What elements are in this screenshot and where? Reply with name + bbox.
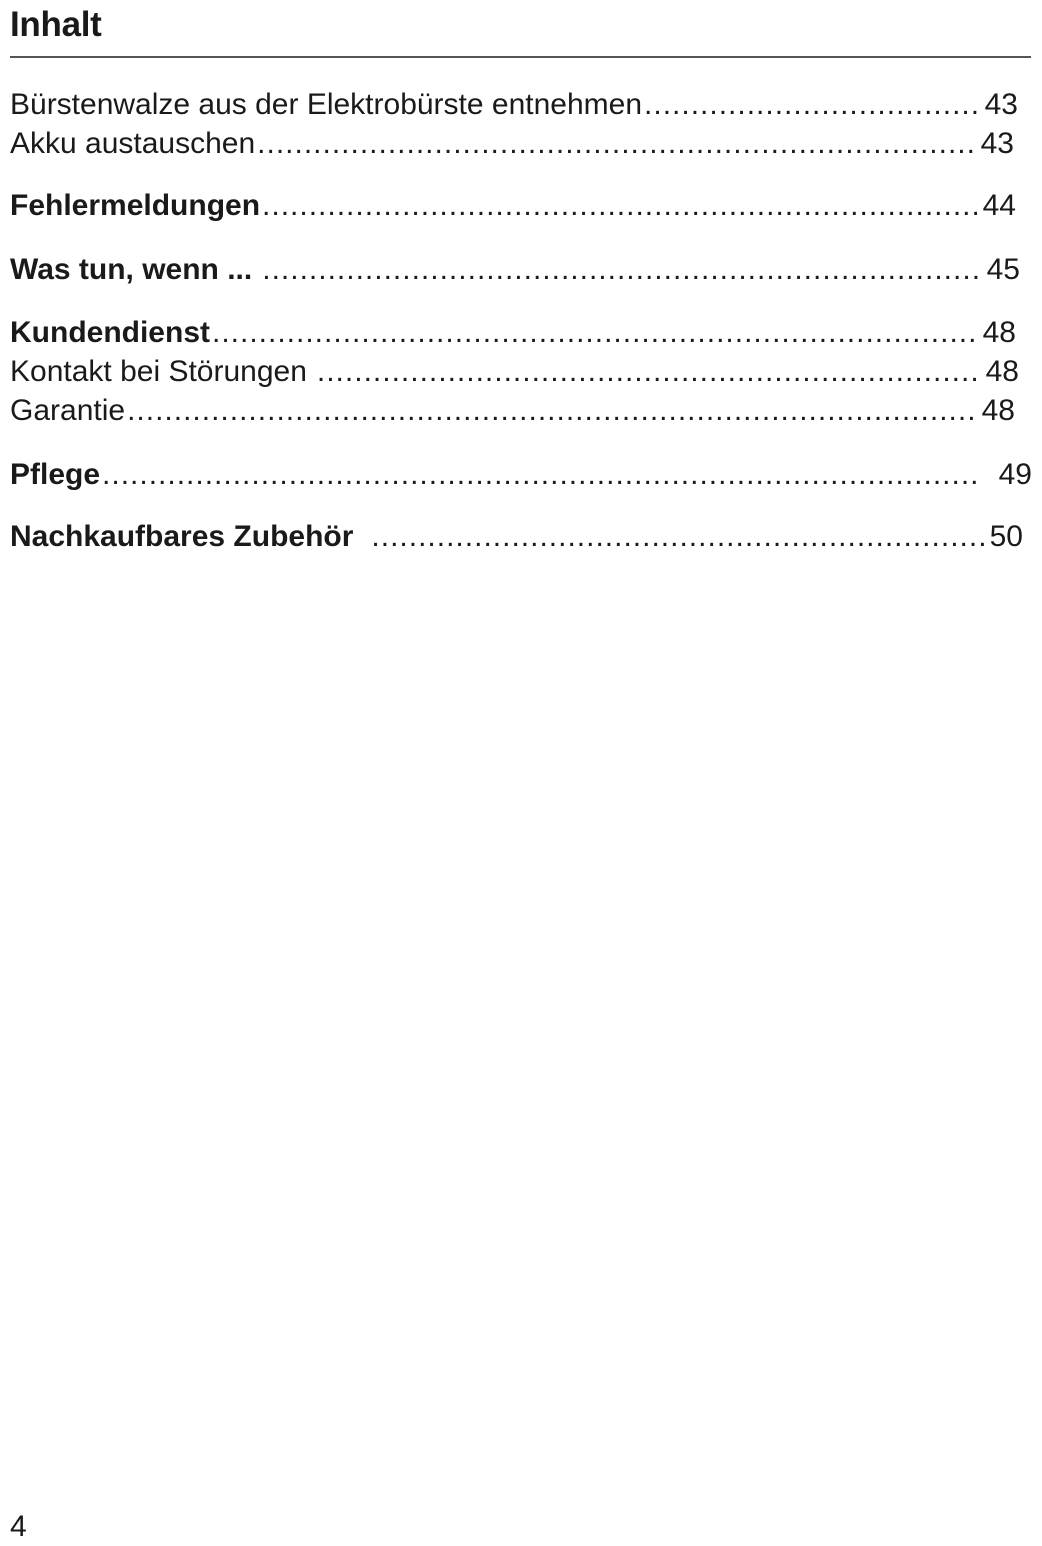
toc-entry-label: Kontakt bei Störungen: [10, 355, 307, 388]
toc-entry-pflege[interactable]: [10, 456, 1032, 494]
toc-entry-label: Bürstenwalze aus der Elektrobürste entnehmen: [10, 88, 643, 121]
toc-entry-page: 45: [986, 253, 1020, 286]
toc-entry-akku-austauschen[interactable]: [10, 125, 1014, 163]
toc-entry-label: Was tun, wenn ...: [10, 253, 253, 286]
toc-entry-buerstenwalze[interactable]: [10, 86, 1018, 124]
toc-leader-dots: [371, 518, 983, 556]
toc-entry-page: 43: [984, 88, 1018, 121]
toc-entry-page: 50: [989, 520, 1023, 553]
toc-entry-label: Garantie: [10, 394, 126, 427]
page-title: Inhalt: [10, 5, 102, 44]
toc-entry-garantie[interactable]: [10, 392, 1015, 430]
toc-leader-dots: [317, 353, 980, 391]
toc-entry-page: 48: [985, 355, 1019, 388]
toc-leader-dots: [262, 251, 980, 289]
toc-entry-kundendienst[interactable]: [10, 314, 1016, 352]
toc-leader-dots: [212, 314, 977, 352]
toc-entry-label: Kundendienst: [10, 316, 210, 349]
toc-leader-dots: [644, 86, 979, 124]
toc-entry-label: Pflege: [10, 458, 101, 491]
page-header: [10, 4, 1031, 58]
page-number: 4: [10, 1510, 27, 1543]
toc-entry-page: 48: [981, 394, 1015, 427]
toc-entry-label: Fehlermeldungen: [10, 189, 261, 222]
toc-entry-kontakt-bei-stoerungen[interactable]: [10, 353, 1019, 391]
toc-leader-dots: [127, 392, 976, 430]
toc-entry-fehlermeldungen[interactable]: [10, 187, 1016, 225]
toc-entry-label: Nachkaufbares Zubehör: [10, 520, 354, 553]
toc-entry-was-tun-wenn[interactable]: [10, 251, 1020, 289]
toc-leader-dots: [262, 187, 977, 225]
toc-entry-label: Akku austauschen: [10, 127, 256, 160]
toc-entry-nachkaufbares-zubehoer[interactable]: [10, 518, 1023, 556]
toc-entry-page: 49: [998, 458, 1032, 491]
toc-leader-dots: [102, 456, 977, 494]
toc-entry-page: 43: [980, 127, 1014, 160]
toc-leader-dots: [257, 125, 974, 163]
toc-entry-page: 48: [982, 316, 1016, 349]
toc-entry-page: 44: [982, 189, 1016, 222]
